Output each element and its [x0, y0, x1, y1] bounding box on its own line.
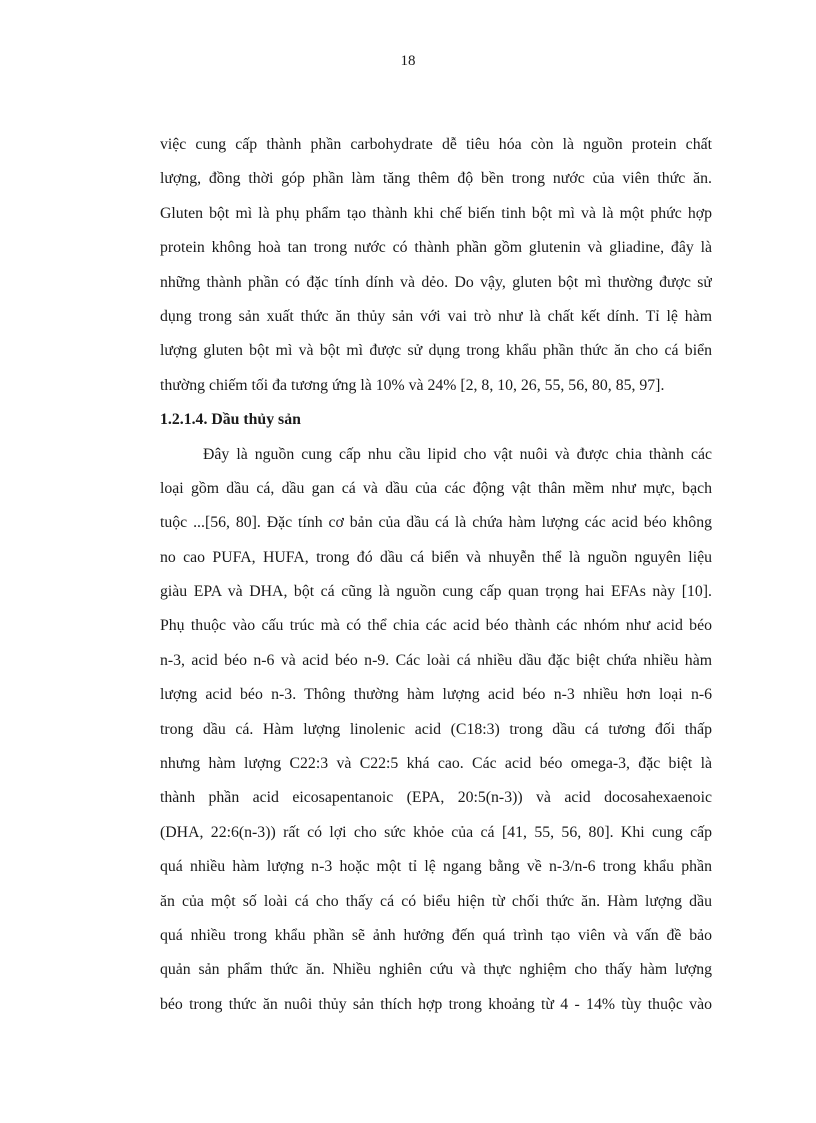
text-line: việc cung cấp thành phần carbohydrate dễ tiêu hóa còn là nguồn protein chất [160, 136, 712, 153]
text-line: no cao PUFA, HUFA, trong đó dầu cá biển và nhuyễn thể là nguồn nguyên liệu [160, 548, 712, 566]
text-line: giàu EPA và DHA, bột cá cũng là nguồn cung cấp quan trọng hai EFAs này [10]. [160, 583, 712, 601]
text-line: Gluten bột mì là phụ phẩm tạo thành khi chế biến tinh bột mì và là một phức hợp [160, 204, 712, 222]
text-line: Phụ thuộc vào cấu trúc mà có thể chia các acid béo thành các nhóm như acid béo [160, 617, 712, 635]
text-line: lượng, đồng thời góp phần làm tăng thêm độ bền trong nước của viên thức ăn. [160, 170, 712, 188]
text-line: thành phần acid eicosapentanoic (EPA, 20:5(n-3)) và acid docosahexaenoic [160, 789, 712, 807]
paragraph-gluten [160, 128, 712, 403]
text-line: béo trong thức ăn nuôi thủy sản thích hợp trong khoảng từ 4 - 14% tùy thuộc vào [160, 995, 712, 1013]
text-line: (DHA, 22:6(n-3)) rất có lợi cho sức khỏe của cá [41, 55, 56, 80]. Khi cung cấp [160, 823, 712, 841]
text-line: quá nhiều trong khẩu phần sẽ ảnh hưởng đến quá trình tạo viên và vấn đề bảo [160, 926, 712, 944]
text-line: lượng acid béo n-3. Thông thường hàm lượng acid béo n-3 nhiều hơn loại n-6 [160, 686, 712, 704]
text-line: loại gồm dầu cá, dầu gan cá và dầu của các động vật thân mềm như mực, bạch [160, 479, 712, 497]
section-heading: 1.2.1.4. Dầu thủy sản [160, 411, 301, 429]
text-line: trong dầu cá. Hàm lượng linolenic acid (C18:3) trong dầu cá tương đối thấp [160, 720, 712, 738]
paragraph-fish-oil [160, 438, 712, 1023]
text-line: dụng trong sản xuất thức ăn thủy sản với vai trò như là chất kết dính. Tỉ lệ hàm [160, 307, 712, 325]
text-line: những thành phần có đặc tính dính và dẻo. Do vậy, gluten bột mì thường được sử [160, 273, 712, 291]
text-line: Đây là nguồn cung cấp nhu cầu lipid cho vật nuôi và được chia thành các [203, 445, 712, 463]
text-line: tuộc ...[56, 80]. Đặc tính cơ bản của dầu cá là chứa hàm lượng các acid béo không [160, 514, 712, 532]
text-line: ăn của một số loài cá cho thấy cá có biểu hiện từ chối thức ăn. Hàm lượng dầu [160, 892, 712, 910]
text-line: protein không hoà tan trong nước có thành phần gồm glutenin và gliadine, đây là [160, 239, 712, 257]
text-line: n-3, acid béo n-6 và acid béo n-9. Các loài cá nhiều dầu đặc biệt chứa nhiều hàm [160, 651, 712, 669]
text-line: thường chiếm tối đa tương ứng là 10% và 24% [2, 8, 10, 26, 55, 56, 80, 85, 97]. [160, 376, 665, 394]
text-line: quản sản phẩm thức ăn. Nhiều nghiên cứu và thực nghiệm cho thấy hàm lượng [160, 961, 712, 979]
page-number: 18 [400, 53, 416, 69]
text-line: nhưng hàm lượng C22:3 và C22:5 khá cao. Các acid béo omega-3, đặc biệt là [160, 755, 712, 773]
document-body [160, 128, 712, 1022]
text-line: lượng gluten bột mì và bột mì được sử dụng trong khẩu phần thức ăn cho cá biển [160, 342, 712, 360]
text-line: quá nhiều hàm lượng n-3 hoặc một tỉ lệ ngang bằng về n-3/n-6 trong khẩu phần [160, 858, 712, 876]
